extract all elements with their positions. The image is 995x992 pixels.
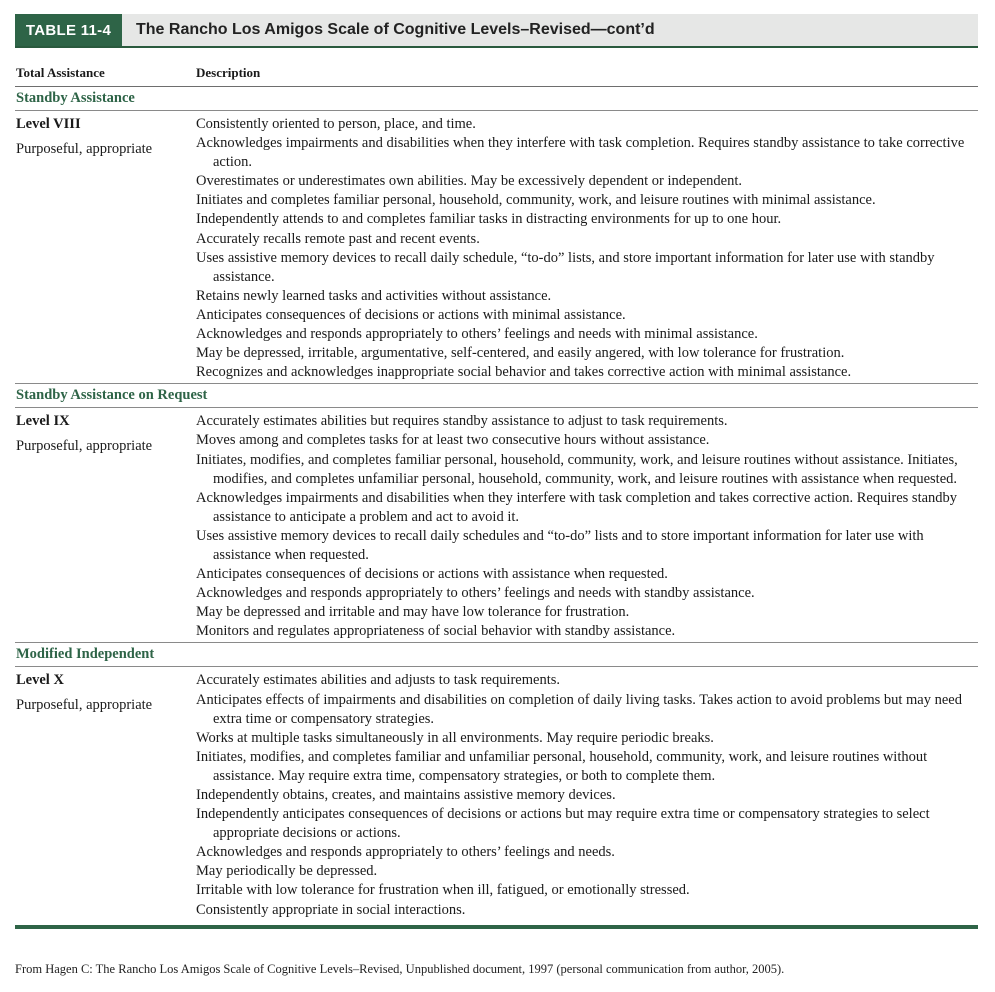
column-header-total-assistance: Total Assistance: [16, 65, 105, 80]
description-item: Overestimates or underestimates own abilities. May be excessively dependent or independent.: [196, 173, 743, 190]
description-item: Independently attends to and completes familiar tasks in distracting environments for up to one hour.: [196, 211, 782, 228]
description-item: May periodically be depressed.: [196, 863, 378, 880]
description-item: May be depressed, irritable, argumentative, self-centered, and easily angered, with low tolerance for frustration.: [196, 345, 845, 362]
table-bottom-rule: [15, 925, 978, 929]
section-heading-standby-assistance: Standby Assistance: [15, 87, 978, 111]
level-description: Purposeful, appropriate: [16, 697, 153, 714]
column-header-description: Description: [196, 65, 261, 80]
level-name: Level X: [16, 672, 64, 689]
section-heading-modified-independent: Modified Independent: [15, 643, 978, 667]
description-item: Initiates, modifies, and completes familiar and unfamiliar personal, household, community, work, and leisure routines without assistance. May require extra time, compensatory strategies, or both to complete them.: [196, 748, 928, 784]
description-item: Independently anticipates consequences of decisions or actions but may require extra time or compensatory strategies to select appropriate decisions or actions.: [196, 806, 930, 842]
description-item: Uses assistive memory devices to recall daily schedule, “to-do” lists, and store important information for later use with standby assistance.: [196, 249, 935, 285]
description-item: Moves among and completes tasks for at least two consecutive hours without assistance.: [196, 432, 710, 449]
description-item: Consistently oriented to person, place, and time.: [196, 116, 476, 132]
description-item: Works at multiple tasks simultaneously in all environments. May require periodic breaks.: [196, 729, 714, 746]
description-item: Consistently appropriate in social interactions.: [196, 901, 466, 918]
level-name: Level VIII: [16, 116, 81, 132]
column-headers: [15, 48, 978, 87]
description-item: Initiates and completes familiar personal, household, community, work, and leisure routines with minimal assistance.: [196, 192, 876, 209]
section-heading-standby-assistance-on-request: Standby Assistance on Request: [15, 384, 978, 408]
description-item: Acknowledges and responds appropriately to others’ feelings and needs.: [196, 844, 615, 861]
description-item: Anticipates effects of impairments and disabilities on completion of daily living tasks. Takes action to avoid problems but may need extra time or compensatory strategies.: [196, 691, 962, 727]
table-title: The Rancho Los Amigos Scale of Cognitive Levels–Revised—cont’d: [136, 21, 655, 38]
rancho-scale-table: [15, 14, 978, 929]
description-item: Uses assistive memory devices to recall daily schedules and “to-do” lists and to store important information for later use with assistance when requested.: [196, 527, 924, 563]
table-label: TABLE 11-4: [15, 14, 122, 46]
level-cell: [15, 115, 196, 382]
description-item: Anticipates consequences of decisions or actions with assistance when requested.: [196, 566, 668, 583]
description-item: Recognizes and acknowledges inappropriate social behavior and takes corrective action with minimal assistance.: [196, 364, 852, 381]
description-item: Acknowledges impairments and disabilities when they interfere with task completion. Requires standby assistance to take corrective action.: [196, 135, 965, 171]
level-description: Purposeful, appropriate: [16, 438, 153, 455]
description-list: [196, 671, 978, 919]
section-body-level-x: [15, 667, 978, 920]
table-footnote: From Hagen C: The Rancho Los Amigos Scale of Cognitive Levels–Revised, Unpublished document, 1997 (personal communication from author, 2005).: [15, 962, 785, 976]
level-cell: [15, 412, 196, 641]
level-cell: [15, 671, 196, 919]
description-item: Acknowledges impairments and disabilities when they interfere with task completion and takes corrective action. Requires standby assistance to anticipate a problem and act to avoid it.: [196, 489, 958, 525]
description-item: Initiates, modifies, and completes familiar personal, household, community, work, and leisure routines without assistance. Initiates, modifies, and completes unfamiliar personal, household, community, work, and leisure routines with assistance when requested.: [196, 451, 958, 487]
table-caption: [15, 14, 978, 48]
section-body-level-ix: [15, 408, 978, 643]
description-item: Accurately estimates abilities but requires standby assistance to adjust to task requirements.: [196, 413, 728, 430]
section-body-level-viii: [15, 111, 978, 384]
description-list: [196, 115, 978, 382]
description-item: Independently obtains, creates, and maintains assistive memory devices.: [196, 787, 616, 803]
level-description: Purposeful, appropriate: [16, 141, 153, 157]
description-item: Monitors and regulates appropriateness of social behavior with standby assistance.: [196, 623, 676, 640]
description-item: Acknowledges and responds appropriately to others’ feelings and needs with standby assistance.: [196, 585, 755, 602]
description-item: Accurately estimates abilities and adjusts to task requirements.: [196, 672, 561, 689]
description-list: [196, 412, 978, 641]
description-item: May be depressed and irritable and may have low tolerance for frustration.: [196, 604, 630, 621]
description-item: Retains newly learned tasks and activities without assistance.: [196, 287, 552, 304]
description-item: Acknowledges and responds appropriately to others’ feelings and needs with minimal assistance.: [196, 326, 758, 343]
description-item: Accurately recalls remote past and recent events.: [196, 230, 480, 247]
description-item: Irritable with low tolerance for frustration when ill, fatigued, or emotionally stressed.: [196, 882, 690, 899]
level-name: Level IX: [16, 413, 70, 430]
description-item: Anticipates consequences of decisions or actions with minimal assistance.: [196, 306, 626, 323]
